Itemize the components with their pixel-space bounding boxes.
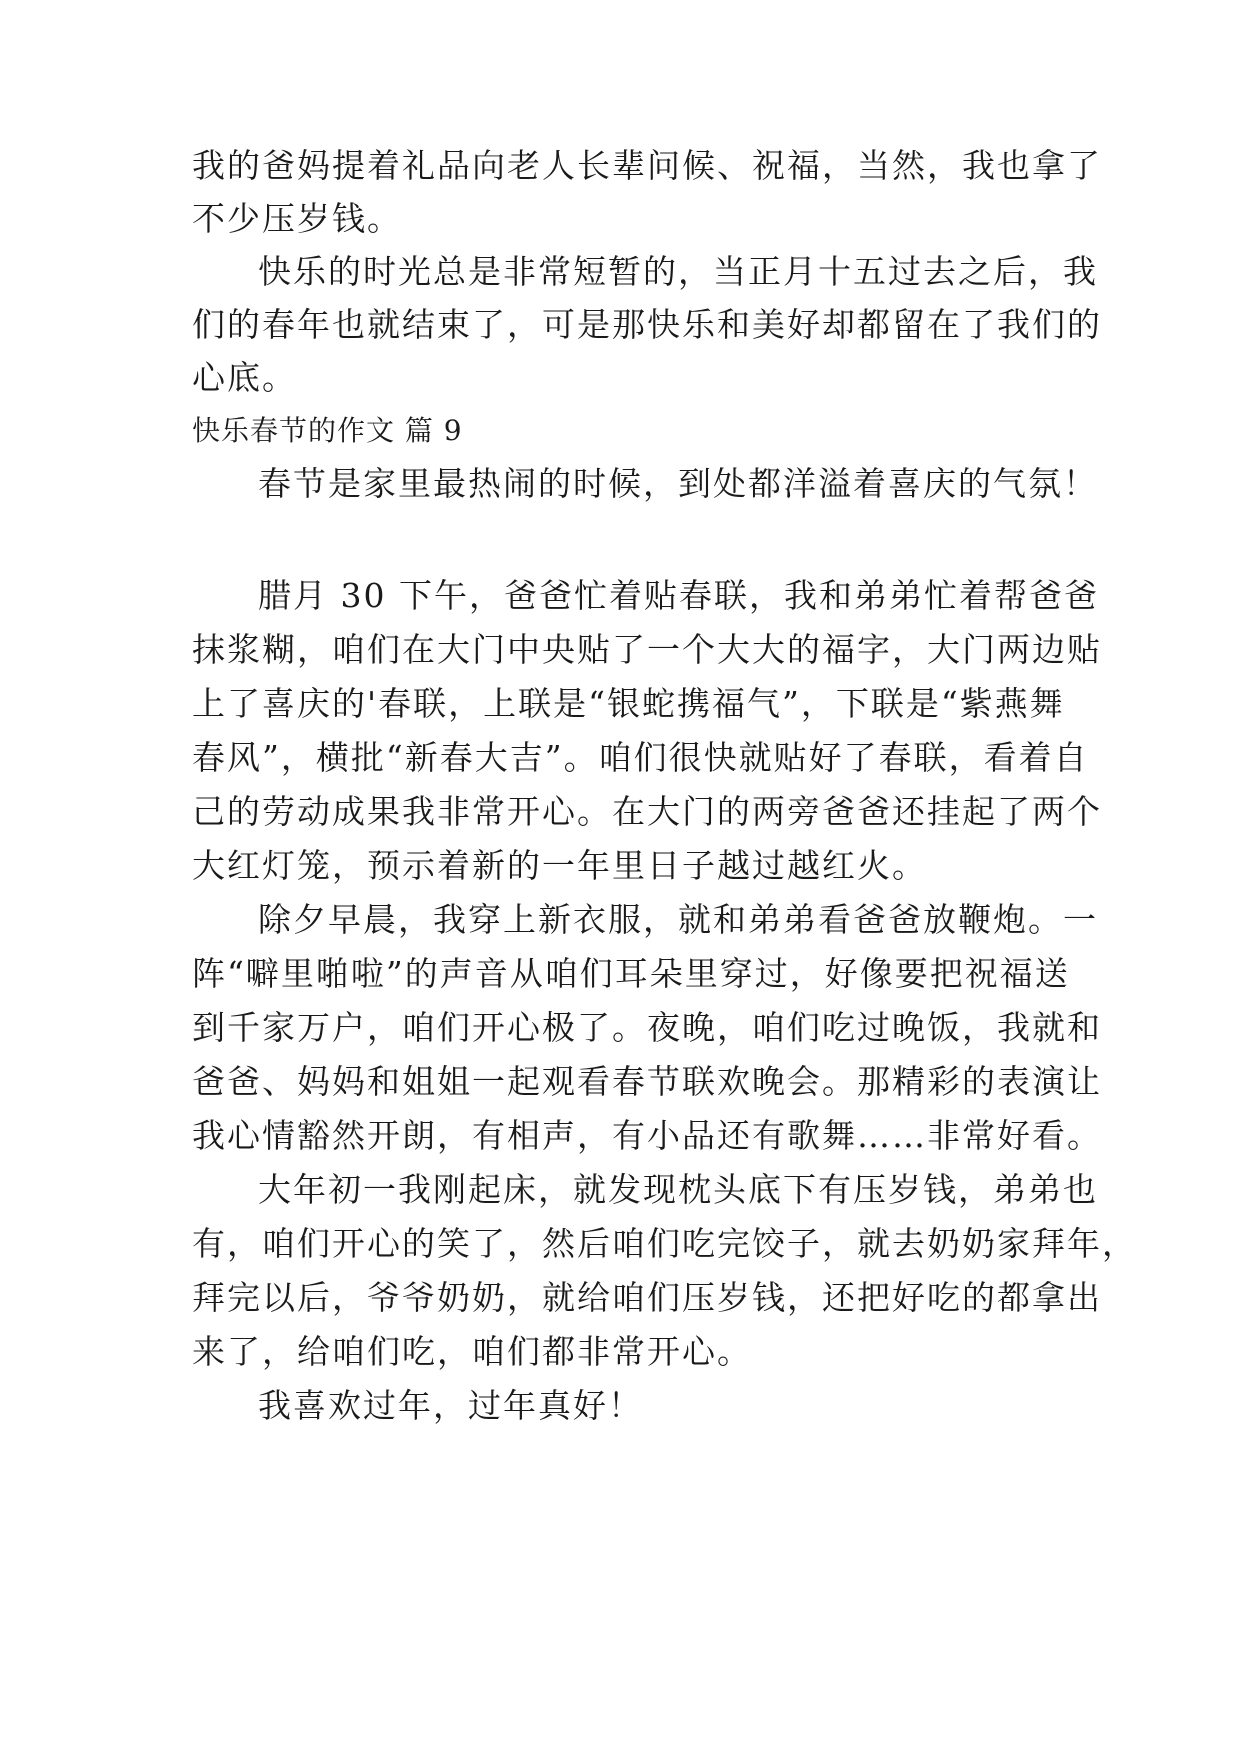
text-line: 除夕早晨，我穿上新衣服，就和弟弟看爸爸放鞭炮。一 [258,900,1098,939]
text-line: 大年初一我刚起床，就发现枕头底下有压岁钱，弟弟也 [258,1170,1098,1209]
text-line: 腊月 30 下午，爸爸忙着贴春联，我和弟弟忙着帮爸爸 [258,576,1099,615]
text-line: 己的劳动成果我非常开心。在大门的两旁爸爸还挂起了两个 [192,792,1102,831]
text-line: 来了，给咱们吃，咱们都非常开心。 [192,1332,752,1371]
text-line: 心底。 [192,358,297,397]
text-line: 有，咱们开心的笑了，然后咱们吃完饺子，就去奶奶家拜年， [192,1224,1137,1263]
text-line: 拜完以后，爷爷奶奶，就给咱们压岁钱，还把好吃的都拿出 [192,1278,1102,1317]
text-line: 们的春年也就结束了，可是那快乐和美好却都留在了我们的 [192,305,1102,344]
text-line: 到千家万户，咱们开心极了。夜晚，咱们吃过晚饭，我就和 [192,1008,1102,1047]
text-line: 上了喜庆的'春联，上联是“银蛇携福气”，下联是“紫燕舞 [192,684,1065,723]
text-line: 不少压岁钱。 [192,199,402,238]
text-line: 大红灯笼，预示着新的一年里日子越过越红火。 [192,846,927,885]
text-line: 我喜欢过年，过年真好！ [258,1386,643,1425]
text-line: 阵“噼里啪啦”的声音从咱们耳朵里穿过，好像要把祝福送 [192,954,1070,993]
text-line: 抹浆糊，咱们在大门中央贴了一个大大的福字，大门两边贴 [192,630,1102,669]
text-line: 春节是家里最热闹的时候，到处都洋溢着喜庆的气氛！ [258,464,1098,503]
text-line: 我心情豁然开朗，有相声，有小品还有歌舞……非常好看。 [192,1116,1102,1155]
section-heading: 快乐春节的作文 篇 9 [192,414,463,447]
text-line: 快乐的时光总是非常短暂的，当正月十五过去之后，我 [258,252,1098,291]
text-line: 我的爸妈提着礼品向老人长辈问候、祝福，当然，我也拿了 [192,146,1102,185]
text-line: 爸爸、妈妈和姐姐一起观看春节联欢晚会。那精彩的表演让 [192,1062,1102,1101]
text-line: 春风”，横批“新春大吉”。咱们很快就贴好了春联，看着自 [192,738,1089,777]
